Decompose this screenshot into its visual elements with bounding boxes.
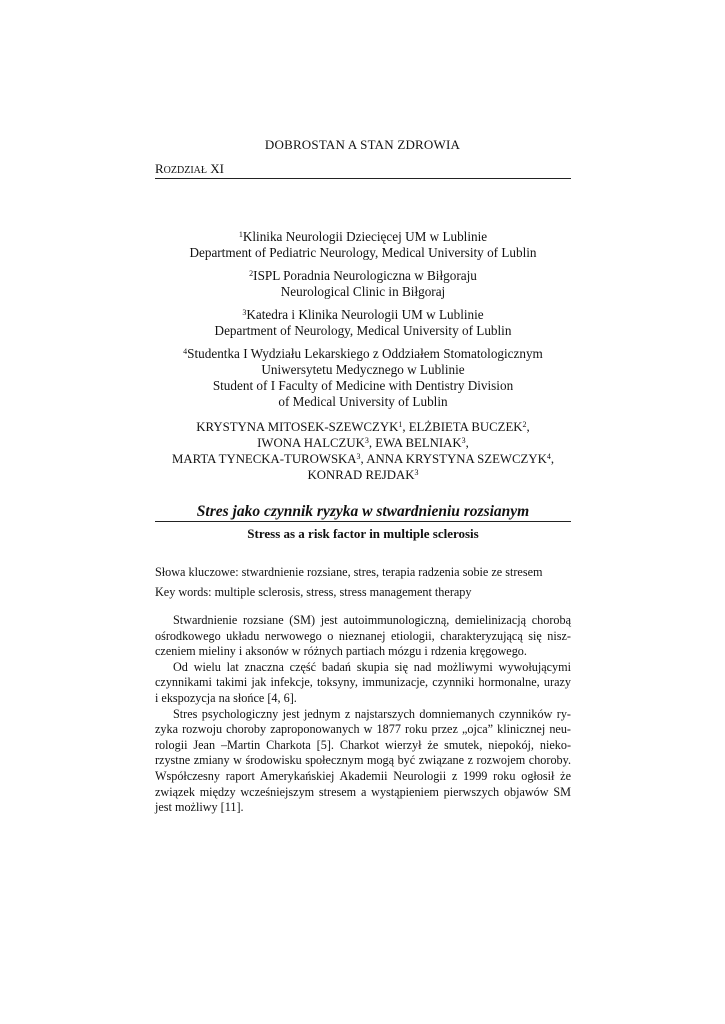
author-sup: 1: [398, 420, 403, 429]
affiliation-line: Katedra i Klinika Neurologii UM w Lublinie: [246, 307, 484, 322]
author-separator: ,: [360, 452, 367, 466]
affiliation-line: Studentka I Wydziału Lekarskiego z Oddziałem Stomatologicznym: [187, 346, 543, 361]
text-line: rologii Jean –Martin Charkota [5]. Charkot wierzył że smutek, niepokój, nieko-: [155, 737, 571, 752]
author-sup: 4: [546, 452, 551, 461]
running-title: DOBROSTAN A STAN ZDROWIA: [264, 137, 461, 152]
text-line: czeniem mieliny i aksonów w różnych partiach mózgu i rdzenia kręgowego.: [155, 644, 527, 659]
affiliation-4: [155, 346, 571, 410]
text-line: jest możliwy [11].: [155, 800, 244, 815]
text-line: Od wielu lat znaczna część badań skupia się nad możliwymi wywołującymi: [173, 659, 571, 674]
author-name: ELŻBIETA BUCZEK: [408, 420, 523, 434]
affiliation-sup: 3: [242, 308, 247, 317]
author-sup: 3: [414, 468, 419, 477]
affiliation-2: [155, 268, 571, 300]
affiliation-line: Uniwersytetu Medycznego w Lublinie: [261, 362, 465, 377]
affiliation-line: of Medical University of Lublin: [278, 394, 448, 409]
affiliation-sup: 1: [238, 230, 243, 239]
affiliation-3: [155, 307, 571, 339]
body-text: [155, 613, 571, 816]
text-line: Stres psychologiczny jest jednym z najstarszych domniemanych czynników ry-: [173, 706, 571, 721]
text-line: i ekspozycja na słońce [4, 6].: [155, 690, 297, 705]
article-title-polish: Stres jako czynnik ryzyka w stwardnieniu rozsianym: [196, 503, 530, 520]
author-name: IWONA HALCZUK: [257, 436, 365, 450]
keywords-english: Key words: multiple sclerosis, stress, stress management therapy: [155, 585, 472, 599]
author-separator: ,: [550, 452, 555, 466]
author-name: KONRAD REJDAK: [307, 468, 415, 482]
text-line: Współczesny raport Amerykańskiej Akademii Neurologii z 1999 roku ogłosił że: [155, 768, 571, 783]
author-list: [155, 419, 571, 483]
affiliations: [155, 229, 571, 417]
text-line: związek między wcześniejszym stresem a wystąpieniem pierwszych objawów SM: [155, 784, 571, 799]
affiliation-line: Neurological Clinic in Biłgoraj: [280, 284, 446, 299]
author-name: ANNA KRYSTYNA SZEWCZYK: [366, 452, 547, 466]
author-sup: 3: [356, 452, 361, 461]
paragraph-2: [155, 660, 571, 707]
author-sup: 3: [364, 436, 369, 445]
text-line: czynnikami takimi jak infekcje, toksyny, immunizacje, czynniki hormonalne, urazy: [155, 675, 571, 690]
author-sup: 2: [522, 420, 527, 429]
chapter-label: [155, 161, 224, 177]
affiliation-line: Department of Pediatric Neurology, Medical University of Lublin: [189, 245, 537, 260]
article-title-english: Stress as a risk factor in multiple sclerosis: [247, 526, 479, 541]
affiliation-sup: 2: [249, 269, 254, 278]
affiliation-line: Klinika Neurologii Dziecięcej UM w Lublinie: [242, 229, 488, 244]
author-separator: ,: [465, 436, 469, 450]
text-line: ośrodkowego układu nerwowego o nieznanej etiologii, charakteryzującą się nisz-: [155, 628, 571, 643]
author-separator: ,: [526, 420, 530, 434]
author-sup: 3: [461, 436, 466, 445]
text-line: zyka rozwoju choroby zaproponowanych w 1877 roku przez „ojca” klinicznej neu-: [155, 722, 571, 737]
header-rule: [155, 178, 571, 179]
paragraph-3: [155, 707, 571, 816]
affiliation-1: [155, 229, 571, 261]
author-separator: ,: [402, 420, 409, 434]
keywords-polish: Słowa kluczowe: stwardnienie rozsiane, stres, terapia radzenia sobie ze stresem: [155, 565, 543, 579]
author-separator: ,: [368, 436, 376, 450]
chapter-word: OZDZIAŁ: [163, 165, 207, 176]
chapter-number: XI: [207, 161, 224, 176]
affiliation-line: Department of Neurology, Medical University of Lublin: [214, 323, 512, 338]
text-line: rzystne zmiany w środowisku społecznym mogą być związane z rozwojem choroby.: [155, 753, 571, 768]
text-line: Stwardnienie rozsiane (SM) jest autoimmunologiczną, demielinizacją chorobą: [173, 613, 571, 627]
author-name: KRYSTYNA MITOSEK-SZEWCZYK: [196, 420, 399, 434]
paragraph-1: [155, 613, 571, 660]
author-name: MARTA TYNECKA-TUROWSKA: [171, 452, 357, 466]
affiliation-sup: 4: [183, 347, 188, 356]
author-name: EWA BELNIAK: [375, 436, 462, 450]
title-rule: [155, 521, 571, 522]
affiliation-line: ISPL Poradnia Neurologiczna w Biłgoraju: [253, 268, 477, 283]
chapter-initial: R: [155, 161, 164, 176]
affiliation-line: Student of I Faculty of Medicine with Dentistry Division: [212, 378, 514, 393]
